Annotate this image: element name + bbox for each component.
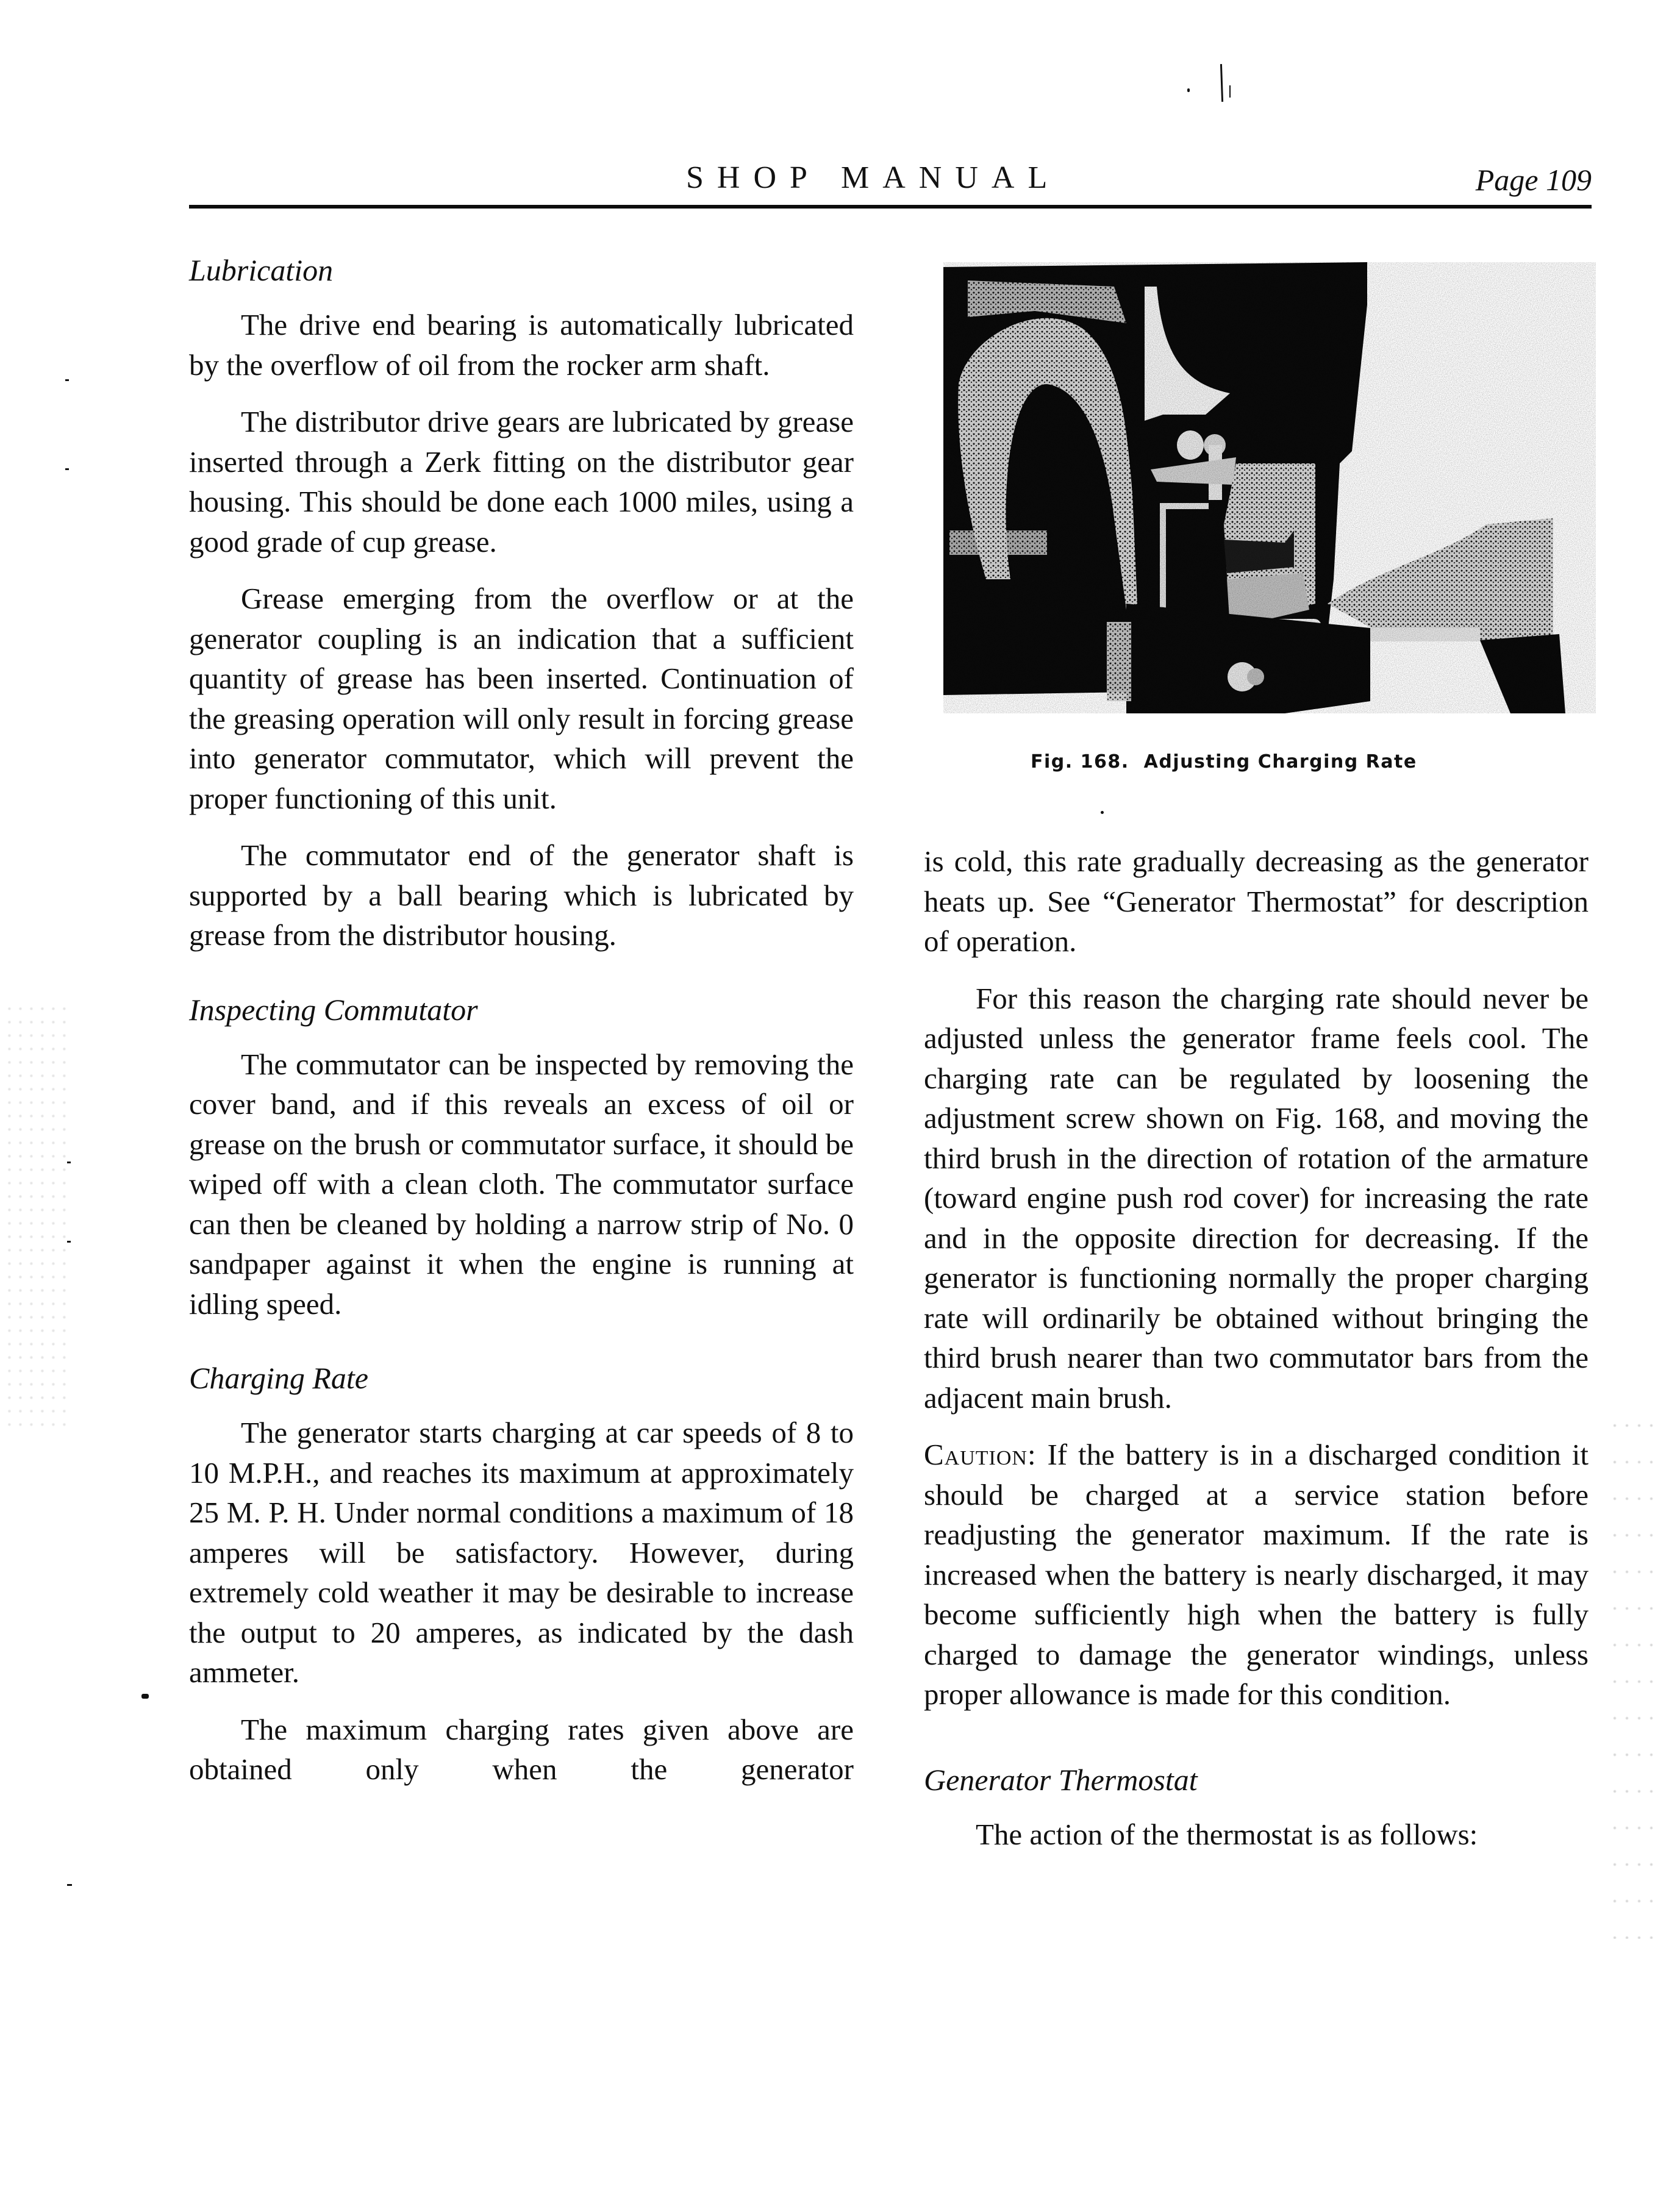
left-column xyxy=(189,249,854,1807)
paragraph: For this reason the charging rate should never be adjusted unless the generator frame feels cool. The charging rate can be regulated by loosening the adjustment screw shown on Fig. 168, and moving the third brush in the direction of rotation of the armature (toward engine push rod cover) for increasing the rate and in the opposite direction for decreasing. If the generator is functioning normally the proper charging rate will ordinarily be obtained without bringing the third brush nearer than two commutator bars from the adjacent main brush. xyxy=(924,981,1589,1415)
scan-artifact-dot xyxy=(67,1884,72,1886)
right-column xyxy=(924,841,1589,1871)
scan-artifact-dot xyxy=(1101,811,1104,814)
section-heading-charging-rate: Charging Rate xyxy=(189,1361,368,1395)
caution-note xyxy=(924,1435,1589,1715)
figure-photo-adjusting-charging-rate xyxy=(943,262,1596,713)
paragraph-continuation: is cold, this rate gradually decreasing as the generator heats up. See “Generator Thermostat” for description of operation. xyxy=(924,844,1589,958)
figure-number: Fig. 168. xyxy=(1031,751,1129,773)
section-heading-inspecting-commutator: Inspecting Commutator xyxy=(189,992,478,1027)
page-header xyxy=(189,160,1592,209)
scan-artifact-dot xyxy=(67,1162,71,1163)
scan-artifact-dot xyxy=(141,1694,149,1699)
paragraph: The maximum charging rates given above are obtained only when the generator xyxy=(189,1712,854,1786)
page-number: Page 109 xyxy=(1475,163,1592,197)
margin-speckle xyxy=(1610,1415,1659,1939)
generator-photo-image xyxy=(943,262,1596,713)
paragraph: Grease emerging from the overflow or at the generator coupling is an indication that a sufficient quantity of grease has been inserted. Continuation of the greasing operation will only result in forcing grease into generator commutator, which will prevent the proper functioning of this unit. xyxy=(189,582,854,815)
paragraph: The action of the thermostat is as follows: xyxy=(976,1817,1478,1851)
scan-artifact-line xyxy=(1229,85,1231,98)
scan-artifact-dot xyxy=(65,379,69,381)
header-rule xyxy=(189,205,1592,209)
paragraph: The commutator end of the generator shaft is supported by a ball bearing which is lubricated by grease from the distributor housing. xyxy=(189,838,854,952)
running-title: SHOP MANUAL xyxy=(686,160,1061,195)
caution-text: If the battery is in a discharged condition it should be charged at a service station before readjusting the generator maximum. If the rate is increased when the battery is nearly discharged, it may become sufficiently high when the battery is fully charged to damage the generator windings, unless proper allowance is made for this condition. xyxy=(924,1438,1589,1711)
caution-label: Caution: xyxy=(924,1438,1037,1471)
scan-artifact-dot xyxy=(65,468,69,470)
figure-caption-text: Adjusting Charging Rate xyxy=(1143,751,1417,773)
scan-artifact-line xyxy=(1220,64,1223,102)
paragraph: The drive end bearing is automatically lubricated by the overflow of oil from the rocker arm shaft. xyxy=(189,308,854,382)
scan-artifact-dot xyxy=(67,1241,71,1243)
figure-caption xyxy=(1031,751,1417,773)
margin-speckle xyxy=(6,1006,73,1433)
scan-artifact-dot xyxy=(1187,88,1190,92)
section-heading-generator-thermostat: Generator Thermostat xyxy=(924,1762,1198,1797)
section-heading-lubrication: Lubrication xyxy=(189,253,334,287)
paragraph: The commutator can be inspected by removing the cover band, and if this reveals an excess of oil or grease on the brush or commutator surface, it should be wiped off with a clean cloth. The commutator surface can then be cleaned by holding a narrow strip of No. 0 sandpaper against it when the engine is running at idling speed. xyxy=(189,1047,854,1321)
paragraph: The distributor drive gears are lubricated by grease inserted through a Zerk fitting on the distributor gear housing. This should be done each 1000 miles, using a good grade of cup grease. xyxy=(189,405,854,559)
paragraph: The generator starts charging at car speeds of 8 to 10 M.P.H., and reaches its maximum at approximately 25 M. P. H. Under normal conditions a maximum of 18 amperes will be satisfactory. However, during extremely cold weather it may be desirable to increase the output to 20 amperes, as indicated by the dash ammeter. xyxy=(189,1416,854,1689)
